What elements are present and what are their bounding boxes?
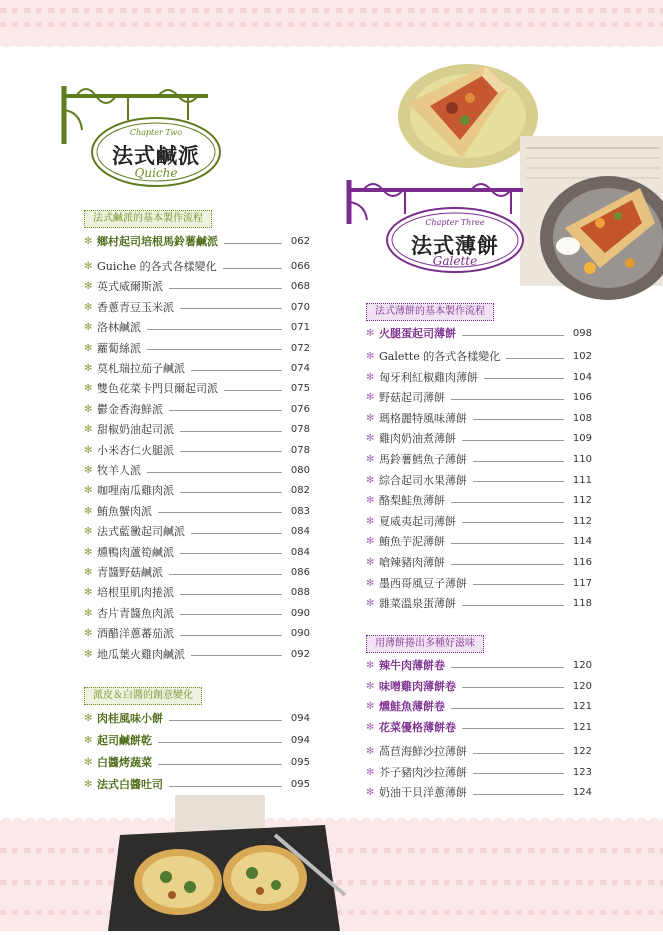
bullet-star-icon: ✻ — [366, 474, 375, 486]
toc-entry-title: 辣牛肉薄餅卷 — [379, 659, 445, 672]
bullet-star-icon: ✻ — [84, 735, 93, 746]
toc-entry-page: 106 — [572, 392, 592, 404]
toc-entry[interactable] — [366, 697, 592, 717]
toc-entry-title: 肉桂風味小餅 — [97, 712, 163, 725]
bullet-star-icon: ✻ — [84, 383, 93, 395]
bullet-star-icon: ✻ — [366, 701, 375, 713]
toc-entry[interactable] — [366, 388, 592, 408]
chapter-two-sign — [58, 82, 228, 192]
toc-entry-title: 馬鈴薯鱈魚子薄餅 — [379, 453, 467, 466]
leader-line — [180, 553, 282, 554]
bullet-star-icon: ✻ — [84, 779, 93, 790]
toc-entry[interactable] — [84, 318, 310, 338]
bullet-star-icon: ✻ — [84, 757, 93, 768]
leader-line — [180, 594, 282, 595]
leader-line — [180, 431, 282, 432]
leader-line — [451, 564, 564, 565]
toc-entry-title: 香蔥青豆玉米派 — [97, 300, 174, 314]
toc-entry-page: 112 — [572, 495, 592, 507]
toc-entry[interactable] — [366, 347, 592, 367]
toc-entry[interactable] — [366, 656, 592, 676]
bullet-star-icon: ✻ — [84, 424, 93, 436]
leader-line — [191, 533, 282, 534]
toc-entry[interactable] — [84, 502, 310, 522]
toc-entry-page: 094 — [290, 735, 310, 746]
bullet-star-icon: ✻ — [84, 301, 93, 313]
toc-entry[interactable] — [84, 359, 310, 379]
bullet-star-icon: ✻ — [84, 403, 93, 415]
toc-entry[interactable] — [366, 368, 592, 388]
toc-entry[interactable] — [366, 742, 592, 762]
toc-entry-page: 109 — [572, 433, 592, 445]
toc-entry-title: 小米杏仁火腿派 — [97, 443, 174, 457]
bullet-star-icon: ✻ — [366, 392, 375, 404]
bullet-star-icon: ✻ — [84, 526, 93, 538]
toc-entry[interactable] — [84, 522, 310, 542]
toc-entry-title: 味噌雞肉薄餅卷 — [379, 679, 456, 693]
bullet-star-icon: ✻ — [366, 787, 375, 799]
bullet-star-icon: ✻ — [84, 444, 93, 456]
toc-entry-title: 燻鮭魚薄餅卷 — [379, 700, 445, 714]
leader-line — [180, 492, 282, 493]
bullet-star-icon: ✻ — [366, 766, 375, 778]
toc-entry-page: 118 — [572, 598, 592, 610]
leader-line — [147, 329, 282, 330]
bullet-star-icon: ✻ — [366, 371, 375, 383]
toc-entry-title: 鄉村起司培根馬鈴薯鹹派 — [97, 235, 218, 248]
leader-line — [506, 358, 564, 359]
toc-entry-title: 鮪魚芋泥薄餅 — [379, 535, 445, 549]
toc-entry-page: 098 — [572, 328, 592, 339]
leader-line — [451, 708, 564, 709]
toc-entry-page: 095 — [290, 757, 310, 768]
leader-line — [462, 335, 564, 336]
toc-entry-title: 青醬野菇鹹派 — [97, 566, 163, 579]
toc-entry-page: 086 — [290, 567, 310, 578]
toc-entry-title: 野菇起司薄餅 — [379, 391, 445, 405]
toc-entry[interactable] — [366, 553, 592, 573]
toc-entry-page: 082 — [290, 485, 310, 497]
toc-entry[interactable] — [84, 461, 310, 481]
leader-line — [224, 390, 282, 391]
toc-entry[interactable] — [84, 543, 310, 563]
bullet-star-icon: ✻ — [366, 412, 375, 424]
toc-entry-page: 121 — [572, 721, 592, 733]
leader-line — [451, 543, 564, 544]
leader-line — [191, 655, 282, 656]
leader-line — [473, 481, 564, 482]
toc-entry-page: 080 — [290, 465, 310, 476]
toc-entry-title: 雜菜溫泉蛋薄餅 — [379, 597, 456, 611]
top-lace-scallop — [0, 40, 663, 54]
toc-entry[interactable] — [84, 232, 310, 252]
toc-entry-page: 066 — [290, 261, 310, 272]
toc-entry-title: 杏片青醬魚肉派 — [97, 606, 174, 620]
crepe-plate-photo — [390, 48, 540, 173]
toc-entry-page: 062 — [290, 236, 310, 247]
leader-line — [169, 574, 282, 575]
toc-entry[interactable] — [84, 753, 310, 773]
leader-line — [147, 472, 282, 473]
toc-entry[interactable] — [84, 339, 310, 359]
bullet-star-icon: ✻ — [366, 536, 375, 548]
toc-entry[interactable] — [366, 471, 592, 491]
chapter-two-subtitle: Quiche — [134, 166, 178, 180]
toc-entry-page: 112 — [572, 515, 592, 527]
toc-entry[interactable] — [366, 574, 592, 594]
leader-line — [473, 753, 564, 754]
toc-entry-page: 104 — [572, 371, 592, 383]
toc-entry-title: 雙色花菜卡門貝爾起司派 — [97, 382, 218, 396]
bullet-star-icon: ✻ — [84, 567, 93, 578]
toc-entry-page: 114 — [572, 536, 592, 548]
leader-line — [169, 410, 282, 411]
bullet-star-icon: ✻ — [366, 721, 375, 733]
toc-entry-page: 111 — [572, 474, 592, 486]
top-lace-pattern — [0, 8, 663, 13]
leader-line — [158, 512, 282, 513]
toc-entry[interactable] — [366, 429, 592, 449]
toc-entry-title: 花菜優格薄餅卷 — [379, 720, 456, 734]
toc-entry[interactable] — [366, 783, 592, 803]
bullet-star-icon: ✻ — [84, 342, 93, 354]
chapter-two-title: 法式鹹派 — [112, 143, 200, 168]
leader-line — [169, 786, 282, 787]
toc-entry-page: 095 — [290, 779, 310, 790]
toc-entry[interactable] — [84, 604, 310, 624]
toc-entry[interactable] — [366, 677, 592, 697]
toc-entry-page: 076 — [290, 403, 310, 415]
toc-entry[interactable] — [84, 583, 310, 603]
toc-entry-page: 124 — [572, 787, 592, 799]
section-tag: 法式薄餅的基本製作流程 — [366, 303, 494, 321]
toc-entry-page: 092 — [290, 648, 310, 660]
bullet-star-icon: ✻ — [366, 515, 375, 527]
bullet-star-icon: ✻ — [84, 587, 93, 599]
toc-entry-page: 075 — [290, 383, 310, 395]
toc-entry-title: 起司鹹餅乾 — [97, 734, 152, 747]
section-tag: 派皮＆白醬的創意變化 — [84, 687, 202, 705]
bullet-star-icon: ✻ — [84, 607, 93, 619]
bullet-star-icon: ✻ — [84, 465, 93, 476]
toc-entry-title: 地瓜葉火雞肉鹹派 — [97, 647, 185, 661]
toc-entry-title: 莫札瑞拉茄子鹹派 — [97, 362, 185, 375]
bullet-star-icon: ✻ — [366, 351, 375, 362]
toc-entry-page: 094 — [290, 713, 310, 724]
toc-entry-title: 萵苣海鮮沙拉薄餅 — [379, 745, 467, 758]
toc-entry-title: 嗆辣豬肉薄餅 — [379, 556, 445, 569]
toc-entry[interactable] — [84, 481, 310, 501]
galette-plate-photo — [520, 128, 663, 308]
toc-entry-page: 084 — [290, 526, 310, 538]
toc-entry-page: 083 — [290, 505, 310, 517]
toc-entry[interactable] — [84, 277, 310, 297]
toc-entry-title: 奶油干貝洋蔥薄餅 — [379, 786, 467, 800]
leader-line — [158, 764, 282, 765]
toc-entry-title: 匈牙利紅椒雞肉薄餅 — [379, 370, 478, 384]
bullet-star-icon: ✻ — [366, 495, 375, 507]
bullet-star-icon: ✻ — [366, 660, 375, 671]
toc-entry[interactable] — [366, 532, 592, 552]
bullet-star-icon: ✻ — [84, 713, 93, 724]
toc-entry[interactable] — [366, 409, 592, 429]
bullet-star-icon: ✻ — [84, 236, 93, 247]
leader-line — [473, 794, 564, 795]
toc-entry-title: 培根里肌肉捲派 — [97, 586, 174, 600]
toc-entry-title: 燻鴨肉蘆筍鹹派 — [97, 545, 174, 559]
leader-line — [169, 720, 282, 721]
toc-entry-title: 白醬烤蔬菜 — [97, 756, 152, 769]
toc-entry[interactable] — [84, 645, 310, 665]
toc-entry[interactable] — [366, 491, 592, 511]
leader-line — [462, 687, 564, 688]
toc-entry-page: 084 — [290, 546, 310, 558]
bullet-star-icon: ✻ — [366, 328, 375, 339]
toc-entry-page: 116 — [572, 557, 592, 568]
bullet-star-icon: ✻ — [84, 261, 93, 272]
toc-entry-title: 瑪格麗特風味薄餅 — [379, 411, 467, 425]
toc-entry-title: 墨西哥風豆子薄餅 — [379, 576, 467, 590]
toc-entry-page: 078 — [290, 424, 310, 436]
toc-entry-page: 120 — [572, 660, 592, 671]
toc-entry-page: 108 — [572, 412, 592, 424]
toc-entry[interactable] — [366, 763, 592, 783]
section-tag: 法式鹹派的基本製作流程 — [84, 210, 212, 228]
chapter-three-sign — [343, 178, 533, 278]
leader-line — [484, 378, 564, 379]
leader-line — [473, 461, 564, 462]
toc-entry[interactable] — [84, 441, 310, 461]
bullet-star-icon: ✻ — [84, 546, 93, 558]
toc-entry[interactable] — [366, 718, 592, 738]
toc-entry-page: 110 — [572, 454, 592, 465]
section-tag: 用薄餅捲出多種好滋味 — [366, 635, 484, 653]
toc-entry-page: 120 — [572, 680, 592, 692]
bullet-star-icon: ✻ — [366, 680, 375, 692]
toc-entry[interactable] — [366, 594, 592, 614]
bullet-star-icon: ✻ — [366, 577, 375, 589]
leader-line — [180, 308, 282, 309]
bullet-star-icon: ✻ — [84, 628, 93, 640]
toc-entry-page: 078 — [290, 444, 310, 456]
bullet-star-icon: ✻ — [366, 433, 375, 445]
toc-entry[interactable] — [84, 563, 310, 583]
chapter-three-subtitle: Galette — [432, 254, 478, 268]
bullet-star-icon: ✻ — [84, 281, 93, 293]
leader-line — [223, 268, 282, 269]
leader-line — [462, 728, 564, 729]
bullet-star-icon: ✻ — [84, 322, 93, 334]
bullet-star-icon: ✻ — [84, 485, 93, 497]
toc-entry[interactable] — [84, 298, 310, 318]
toc-entry-page: 123 — [572, 766, 592, 778]
leader-line — [451, 399, 564, 400]
toc-entry-page: 088 — [290, 587, 310, 599]
toc-entry-title: 法式白醬吐司 — [97, 778, 163, 791]
toc-entry-title: 鮪魚蟹肉派 — [97, 504, 152, 518]
leader-line — [147, 349, 282, 350]
toc-entry-page: 070 — [290, 301, 310, 313]
leader-line — [180, 451, 282, 452]
toc-entry-title: 雞肉奶油煮薄餅 — [379, 432, 456, 446]
toc-entry-page: 117 — [572, 577, 592, 589]
leader-line — [473, 419, 564, 420]
toc-entry-title: 鬱金香海鮮派 — [97, 402, 163, 416]
chapter-three-title: 法式薄餅 — [411, 233, 499, 258]
toc-entry-page: 102 — [572, 351, 592, 362]
bullet-star-icon: ✻ — [84, 648, 93, 660]
toc-entry[interactable] — [366, 324, 592, 344]
toc-entry[interactable] — [84, 731, 310, 751]
toc-entry-page: 074 — [290, 363, 310, 374]
toc-entry-page: 122 — [572, 746, 592, 757]
toc-entry-title: 牧羊人派 — [97, 464, 141, 477]
toc-entry-title: 夏威夷起司薄餅 — [379, 514, 456, 528]
leader-line — [451, 502, 564, 503]
leader-line — [473, 773, 564, 774]
toc-entry-title: 芥子豬肉沙拉薄餅 — [379, 765, 467, 779]
leader-line — [180, 614, 282, 615]
toc-entry-page: 090 — [290, 607, 310, 619]
toc-entry-title: 甜椒奶油起司派 — [97, 423, 174, 437]
bullet-star-icon: ✻ — [366, 557, 375, 568]
leader-line — [473, 584, 564, 585]
leader-line — [462, 605, 564, 606]
bullet-star-icon: ✻ — [84, 363, 93, 374]
toc-entry-page: 071 — [290, 322, 310, 334]
top-lace-pattern — [0, 22, 663, 27]
leader-line — [191, 370, 282, 371]
toc-entry-title: 咖哩南瓜雞肉派 — [97, 484, 174, 498]
bullet-star-icon: ✻ — [366, 746, 375, 757]
bullet-star-icon: ✻ — [84, 505, 93, 517]
bullet-star-icon: ✻ — [366, 598, 375, 610]
toc-entry[interactable] — [366, 512, 592, 532]
leader-line — [224, 243, 282, 244]
chapter-two-label: Chapter Two — [129, 128, 183, 137]
toc-entry-title: Galette 的各式各樣變化 — [379, 350, 501, 363]
leader-line — [180, 635, 282, 636]
toc-entry-page: 121 — [572, 701, 592, 713]
toc-entry[interactable] — [84, 379, 310, 399]
toc-entry-title: 酒醋洋蔥蕃茄派 — [97, 627, 174, 641]
toc-entry-page: 072 — [290, 342, 310, 354]
leader-line — [462, 440, 564, 441]
toc-entry-page: 068 — [290, 281, 310, 293]
toc-entry-title: 法式藍黴起司鹹派 — [97, 525, 185, 539]
toc-entry[interactable] — [84, 709, 310, 729]
leader-line — [451, 667, 564, 668]
toc-entry[interactable] — [84, 257, 310, 277]
toc-entry[interactable] — [366, 450, 592, 470]
toc-entry-page: 090 — [290, 628, 310, 640]
bullet-star-icon: ✻ — [366, 454, 375, 465]
toc-entry[interactable] — [84, 400, 310, 420]
toc-entry-title: 洛林鹹派 — [97, 321, 141, 335]
toc-entry-title: 英式威爾斯派 — [97, 280, 163, 294]
toc-entry-title: 酪梨鮭魚薄餅 — [379, 494, 445, 508]
quiche-slate-photo — [100, 795, 360, 931]
toc-entry[interactable] — [84, 420, 310, 440]
toc-entry[interactable] — [84, 624, 310, 644]
toc-entry-title: Guiche 的各式各樣變化 — [97, 260, 217, 273]
leader-line — [169, 288, 282, 289]
leader-line — [462, 522, 564, 523]
toc-entry-title: 火腿蛋起司薄餅 — [379, 327, 456, 340]
chapter-three-label: Chapter Three — [425, 218, 485, 227]
leader-line — [158, 742, 282, 743]
toc-entry-title: 蘿蔔絲派 — [97, 341, 141, 355]
toc-entry-title: 綜合起司水果薄餅 — [379, 473, 467, 487]
toc-entry[interactable] — [84, 775, 310, 795]
